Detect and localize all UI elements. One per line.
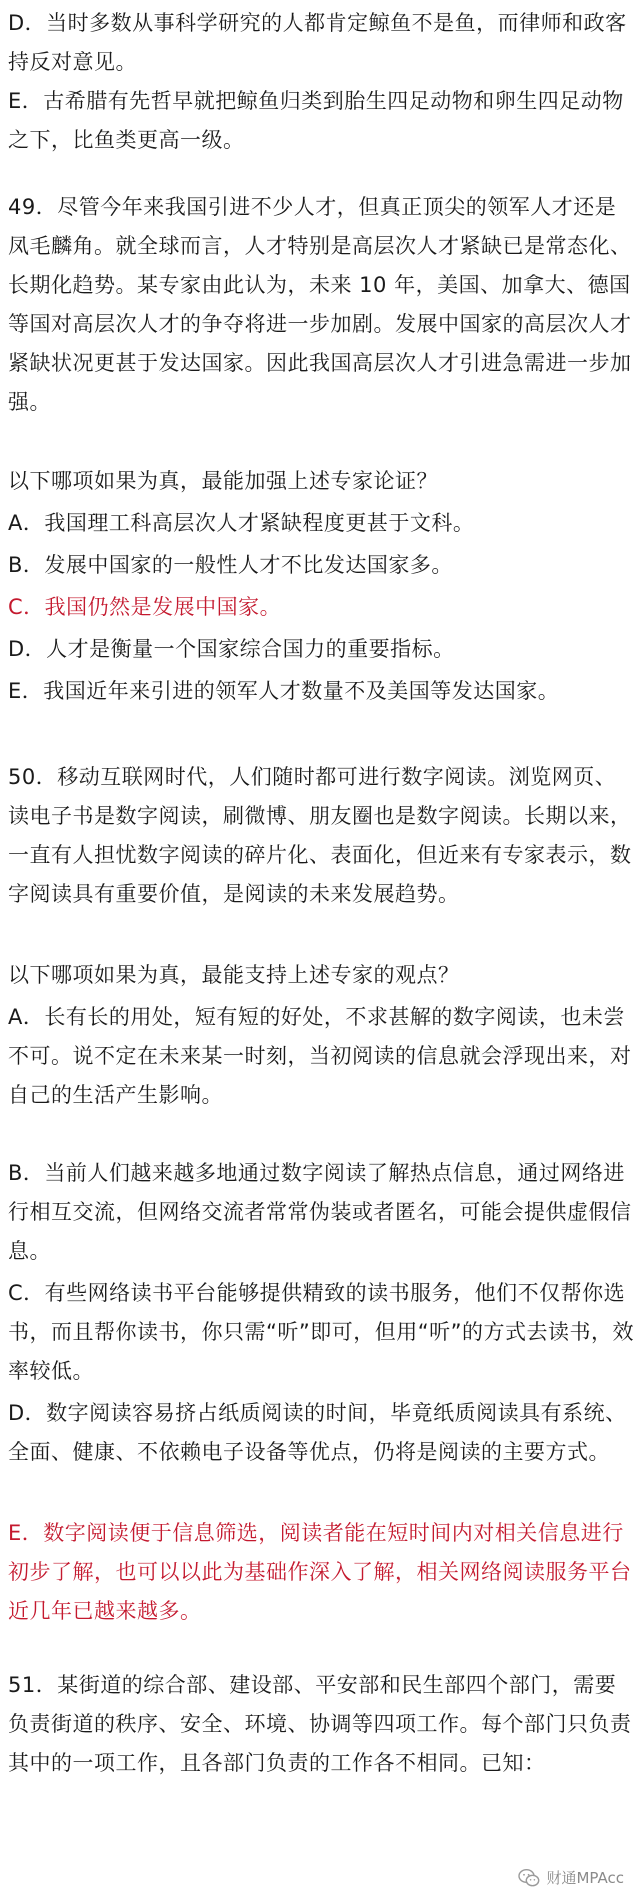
q48-option-e: E．古希腊有先哲早就把鲸鱼归类到胎生四足动物和卵生四足动物之下，比鱼类更高一级。	[8, 89, 624, 152]
q50-question: 以下哪项如果为真，最能支持上述专家的观点？	[8, 963, 460, 987]
q49-option-d: D．人才是衡量一个国家综合国力的重要指标。	[8, 637, 455, 661]
q50-option-e-answer: E．数字阅读便于信息筛选，阅读者能在短时间内对相关信息进行初步了解，也可以以此为基础作深入了解，相关网络阅读服务平台近几年已越来越多。	[8, 1521, 632, 1623]
q50-stem: 50．移动互联网时代，人们随时都可进行数字阅读。浏览网页、读电子书是数字阅读，刷微博、朋友圈也是数字阅读。长期以来，一直有人担忧数字阅读的碎片化、表面化，但近来有专家表示，数字阅读具有重要价值，是阅读的未来发展趋势。	[8, 765, 632, 906]
q49-option-e: E．我国近年来引进的领军人才数量不及美国等发达国家。	[8, 679, 560, 703]
q50-option-a: A．长有长的用处，短有短的好处，不求甚解的数字阅读，也未尝不可。说不定在未来某一时刻，当初阅读的信息就会浮现出来，对自己的生活产生影响。	[8, 1005, 632, 1107]
watermark	[518, 1867, 624, 1888]
q51-stem: 51．某街道的综合部、建设部、平安部和民生部四个部门，需要负责街道的秩序、安全、环境、协调等四项工作。每个部门只负责其中的一项工作，且各部门负责的工作各不相同。已知：	[8, 1673, 632, 1775]
watermark-text: 财通MPAcc	[546, 1869, 624, 1887]
q50-option-b: B．当前人们越来越多地通过数字阅读了解热点信息，通过网络进行相互交流，但网络交流者常常伪装或者匿名，可能会提供虚假信息。	[8, 1161, 632, 1263]
q49-stem: 49．尽管今年来我国引进不少人才，但真正顶尖的领军人才还是凤毛麟角。就全球而言，人才特别是高层次人才紧缺已是常态化、长期化趋势。某专家由此认为，未来 10 年，美国、加拿大、德国等国对高层次人才的争夺将进一步加剧。发展中国家的高层次人才紧缺状况更甚于发达国家。因此我国高层次人才引进急需进一步加强。	[8, 195, 632, 414]
q49-option-c-answer: C．我国仍然是发展中国家。	[8, 595, 282, 619]
q49-option-b: B．发展中国家的一般性人才不比发达国家多。	[8, 553, 453, 577]
q48-option-d: D．当时多数从事科学研究的人都肯定鲸鱼不是鱼，而律师和政客持反对意见。	[8, 11, 627, 74]
q50-option-c: C．有些网络读书平台能够提供精致的读书服务，他们不仅帮你选书，而且帮你读书，你只需“听”即可，但用“听”的方式去读书，效率较低。	[8, 1281, 635, 1383]
q49-question: 以下哪项如果为真，最能加强上述专家论证？	[8, 469, 438, 493]
q49-option-a: A．我国理工科高层次人才紧缺程度更甚于文科。	[8, 511, 475, 535]
wechat-icon	[518, 1868, 540, 1888]
q50-option-d: D．数字阅读容易挤占纸质阅读的时间，毕竟纸质阅读具有系统、全面、健康、不依赖电子设备等优点，仍将是阅读的主要方式。	[8, 1401, 627, 1464]
